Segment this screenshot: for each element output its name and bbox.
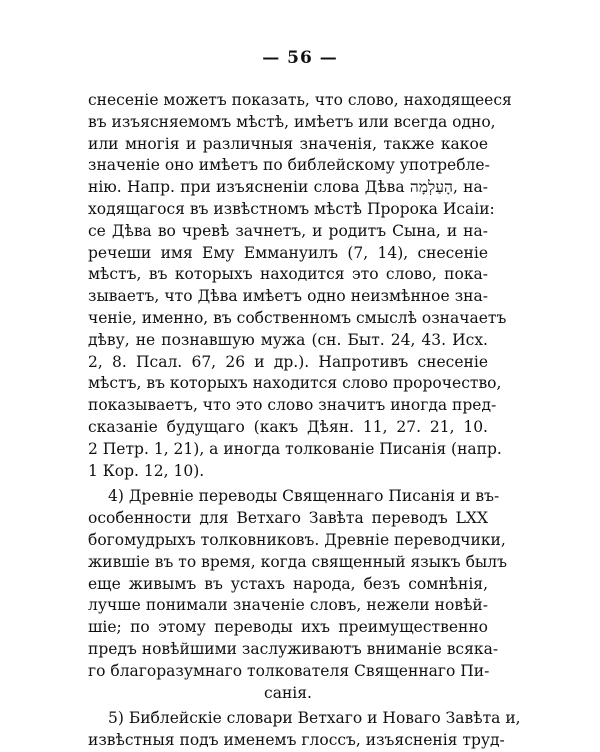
text-line: санія. (264, 683, 312, 702)
text-line: ченіе, именно, въ собственномъ смыслѣ означаетъ (88, 308, 507, 327)
text-line: извѣстныя подъ именемъ глоссъ, изъясненія труд- (88, 731, 505, 750)
text-line: шіе; по этому переводы ихъ преимущественно (88, 618, 488, 637)
text-line: нію. Напр. при изъясненіи слова Дѣва הָעַלְמָה, на- (88, 178, 488, 197)
text-line: особенности для Ветхаго Завѣта переводъ LXX (88, 509, 488, 528)
text-line: сказаніе будущаго (какъ Дѣян. 11, 27. 21, 10. (88, 417, 488, 436)
text-line: го благоразумнаго толкователя Священнаго Пи- (88, 661, 490, 680)
text-line: ходящагося въ извѣстномъ мѣстѣ Пророка Исаіи: (88, 199, 495, 218)
paragraph-3 (88, 708, 521, 752)
text-line: снесеніе можетъ показать, что слово, находящееся (88, 91, 512, 109)
text-line: еще живымъ въ устахъ народа, безъ сомнѣнія, (88, 574, 488, 593)
text-line: се Дѣва во чревѣ зачнетъ, и родитъ Сына, и на- (88, 221, 488, 240)
text-line: 4) Древніе переводы Священнаго Писанія и въ- (108, 487, 500, 506)
text-line: значеніе оно имѣетъ по библейскому употребле- (88, 156, 490, 175)
text-line: лучше понимали значеніе словъ, нежели новѣй- (88, 596, 488, 615)
page-number: — 56 — (262, 48, 338, 68)
text-line: мѣстъ, въ которыхъ находится слово пророчество, (88, 374, 502, 393)
text-line: зываетъ, что Дѣва имѣетъ одно неизмѣнное зна- (88, 287, 488, 306)
text-line: въ изъясняемомъ мѣстѣ, имѣетъ или всегда одно, (88, 112, 496, 131)
body-text (88, 90, 521, 752)
text-line: 1 Кор. 12, 10). (88, 461, 205, 480)
text-line: дѣву, не познавшую мужа (сн. Быт. 24, 43. Исх. (88, 330, 488, 349)
text-line: 5) Библейскіе словари Ветхаго и Новаго Завѣта и, (108, 709, 521, 728)
text-line: речеши имя Ему Еммануилъ (7, 14), снесеніе (88, 243, 488, 262)
paragraph-1 (88, 90, 512, 482)
text-line: или многія и различныя значенія, также какое (88, 134, 488, 153)
paragraph-2 (88, 486, 507, 704)
text-line: мѣстъ, въ которыхъ находится это слово, пока- (88, 265, 488, 284)
text-line: богомудрыхъ толковниковъ. Древніе переводчики, (88, 530, 506, 549)
text-line: жившіе въ то время, когда священный языкъ былъ (88, 552, 507, 571)
text-line: показываетъ, что это слово значитъ иногда пред- (88, 396, 497, 415)
text-line: 2, 8. Псал. 67, 26 и др.). Напротивъ снесеніе (88, 352, 488, 371)
text-line: 2 Петр. 1, 21), а иногда толкованіе Писанія (напр. (88, 439, 502, 458)
text-line: предъ новѣйшими заслуживаютъ вниманіе всяка- (88, 639, 499, 658)
